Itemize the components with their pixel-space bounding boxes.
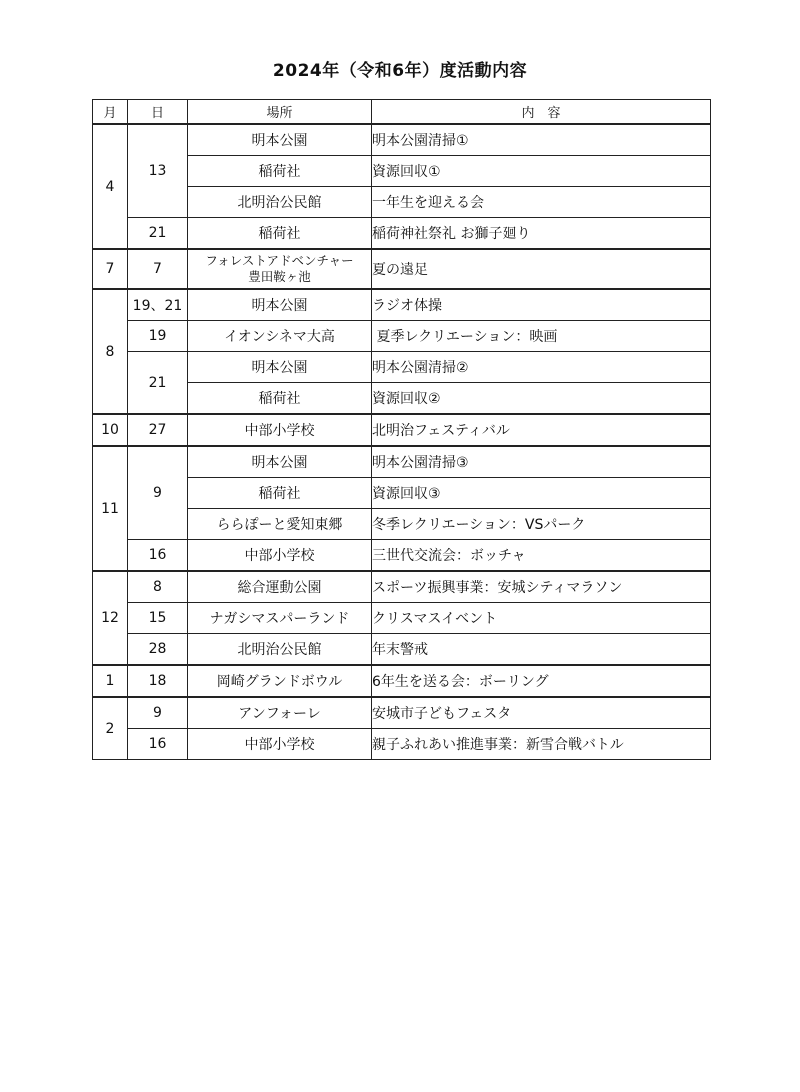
- place-line: 豊田鞍ヶ池: [248, 269, 311, 284]
- place-cell: 中部小学校: [188, 414, 372, 446]
- day-cell: 21: [128, 218, 188, 250]
- day-cell: 27: [128, 414, 188, 446]
- day-cell: 15: [128, 603, 188, 634]
- content-cell: 一年生を迎える会: [372, 187, 711, 218]
- place-cell: 明本公園: [188, 352, 372, 383]
- header-place: 場所: [188, 100, 372, 125]
- table-row: [93, 446, 711, 478]
- month-cell: 2: [93, 697, 128, 760]
- place-cell: イオンシネマ大高: [188, 321, 372, 352]
- content-cell: 三世代交流会：ボッチャ: [372, 540, 711, 572]
- place-cell: 稲荷社: [188, 156, 372, 187]
- day-cell: 7: [128, 249, 188, 289]
- day-cell: 16: [128, 540, 188, 572]
- place-cell: 中部小学校: [188, 540, 372, 572]
- content-cell: 資源回収②: [372, 383, 711, 415]
- table-row: [93, 603, 711, 634]
- month-cell: 4: [93, 124, 128, 249]
- table-row: [93, 321, 711, 352]
- content-cell: 北明治フェスティバル: [372, 414, 711, 446]
- header-day: 日: [128, 100, 188, 125]
- place-line: フォレストアドベンチャー: [205, 253, 354, 268]
- content-cell: 明本公園清掃②: [372, 352, 711, 383]
- month-cell: 7: [93, 249, 128, 289]
- header-month: 月: [93, 100, 128, 125]
- content-cell: クリスマスイベント: [372, 603, 711, 634]
- content-cell: 資源回収③: [372, 478, 711, 509]
- place-cell: ららぽーと愛知東郷: [188, 509, 372, 540]
- table-row: [93, 665, 711, 697]
- content-cell: 親子ふれあい推進事業：新雪合戦バトル: [372, 729, 711, 760]
- day-cell: 16: [128, 729, 188, 760]
- day-cell: 18: [128, 665, 188, 697]
- month-cell: 1: [93, 665, 128, 697]
- table-row: [93, 697, 711, 729]
- place-cell: 明本公園: [188, 289, 372, 321]
- place-cell: 北明治公民館: [188, 634, 372, 666]
- page-title: 2024年（令和6年）度活動内容: [272, 61, 528, 81]
- content-cell: 安城市子どもフェスタ: [372, 697, 711, 729]
- place-cell: 稲荷社: [188, 478, 372, 509]
- day-cell: 9: [128, 446, 188, 540]
- table-row: [93, 571, 711, 603]
- content-cell: 明本公園清掃③: [372, 446, 711, 478]
- day-cell: 13: [128, 124, 188, 218]
- month-cell: 11: [93, 446, 128, 571]
- day-cell: 8: [128, 571, 188, 603]
- place-cell: 稲荷社: [188, 218, 372, 250]
- place-cell: [188, 249, 372, 289]
- day-cell: 19: [128, 321, 188, 352]
- month-cell: 12: [93, 571, 128, 665]
- content-cell: 夏季レクリエーション：映画: [372, 321, 711, 352]
- place-cell: 明本公園: [188, 446, 372, 478]
- table-row: [93, 249, 711, 289]
- place-cell: 稲荷社: [188, 383, 372, 415]
- content-cell: 明本公園清掃①: [372, 124, 711, 156]
- content-cell: 資源回収①: [372, 156, 711, 187]
- content-cell: スポーツ振興事業：安城シティマラソン: [372, 571, 711, 603]
- content-cell: 稲荷神社祭礼 お獅子廻り: [372, 218, 711, 250]
- day-cell: 19、21: [128, 289, 188, 321]
- place-cell: 中部小学校: [188, 729, 372, 760]
- content-cell: 6年生を送る会：ボーリング: [372, 665, 711, 697]
- place-cell: 明本公園: [188, 124, 372, 156]
- content-cell: 夏の遠足: [372, 249, 711, 289]
- day-cell: 21: [128, 352, 188, 415]
- table-row: [93, 729, 711, 760]
- table-row: [93, 414, 711, 446]
- place-cell: アンフォーレ: [188, 697, 372, 729]
- content-cell: 年末警戒: [372, 634, 711, 666]
- day-cell: 9: [128, 697, 188, 729]
- header-row: [93, 100, 711, 125]
- month-cell: 8: [93, 289, 128, 414]
- day-cell: 28: [128, 634, 188, 666]
- place-cell: 北明治公民館: [188, 187, 372, 218]
- table-row: [93, 540, 711, 572]
- place-cell: ナガシマスパーランド: [188, 603, 372, 634]
- header-content: 内 容: [372, 100, 711, 125]
- table-row: [93, 352, 711, 383]
- place-cell: 岡崎グランドボウル: [188, 665, 372, 697]
- month-cell: 10: [93, 414, 128, 446]
- activity-table: [92, 99, 711, 760]
- table-row: [93, 634, 711, 666]
- table-row: [93, 124, 711, 156]
- table-row: [93, 218, 711, 250]
- content-cell: ラジオ体操: [372, 289, 711, 321]
- content-cell: 冬季レクリエーション：VSパーク: [372, 509, 711, 540]
- place-cell: 総合運動公園: [188, 571, 372, 603]
- table-row: [93, 289, 711, 321]
